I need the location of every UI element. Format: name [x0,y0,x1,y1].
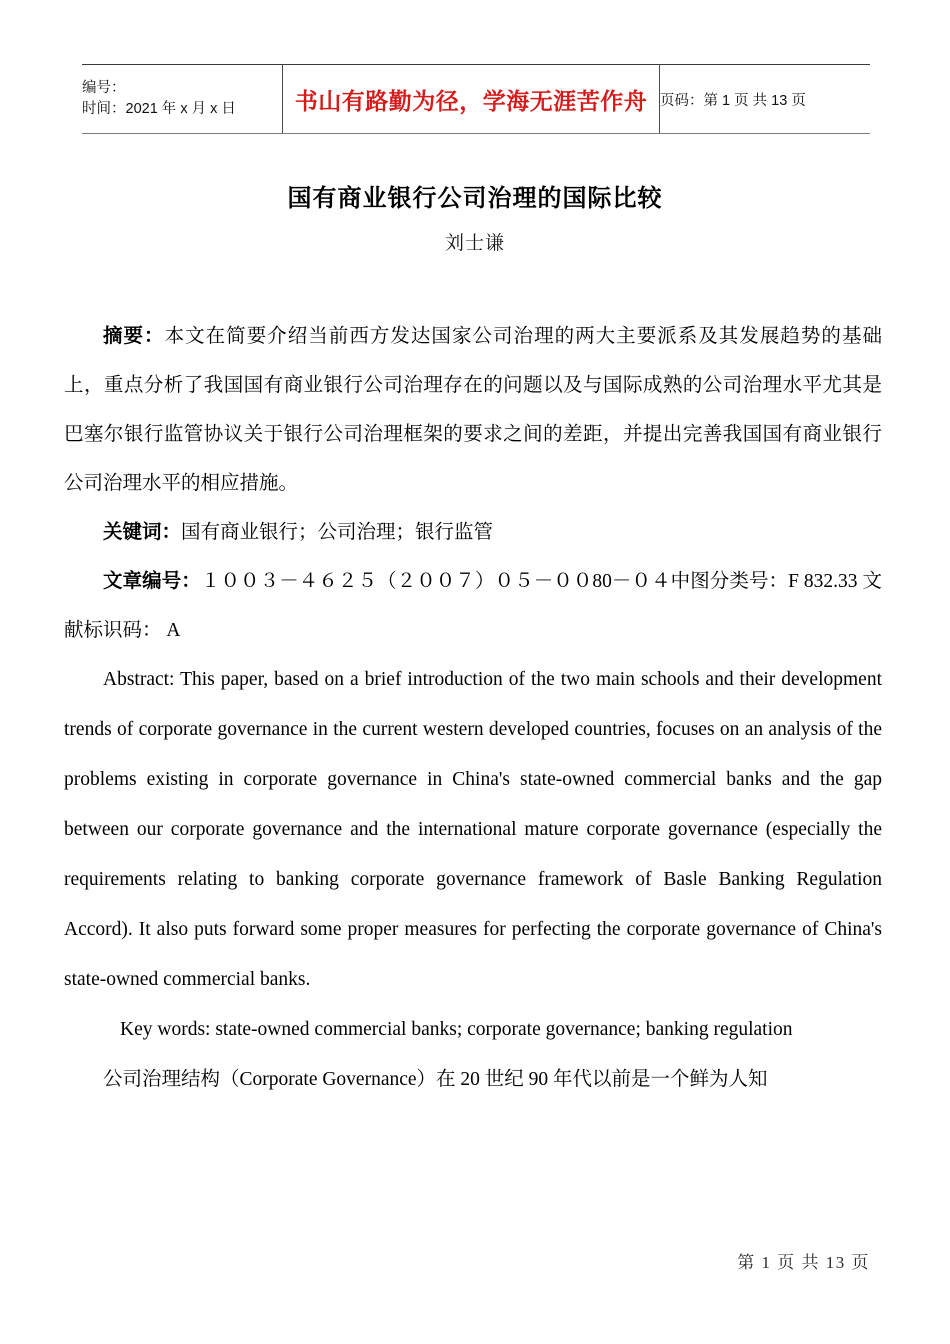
header-time-label: 时间：2021 年 x 月 x 日 [82,101,236,117]
abstract-cn-paragraph [64,312,882,508]
keywords-cn-label: 关键词： [103,521,182,543]
page-title: 国有商业银行公司治理的国际比较 [287,185,663,212]
header-motto-cell: 书山有路勤为径，学海无涯苦作舟 [283,65,660,134]
article-number-paragraph [64,557,882,655]
header-id-label: 编号： [82,79,126,96]
header-meta-cell [82,65,283,134]
header-row [82,65,870,134]
keywords-cn-text: 国有商业银行；公司治理；银行监管 [181,522,494,543]
header-page-indicator: 页码：第 1 页 共 13 页 [660,65,871,134]
page-footer: 第 1 页 共 13 页 [737,1253,870,1272]
article-number-label: 文章编号： [103,570,201,592]
article-number-value: １００３－４６２５（２００７）０５－００80－０４中图分类号：F 832.33 文献标识码： A [64,571,882,641]
abstract-cn-label: 摘要： [103,325,165,347]
document-body [64,312,882,1104]
keywords-cn-paragraph [64,508,882,557]
abstract-cn-text: 本文在简要介绍当前西方发达国家公司治理的两大主要派系及其发展趋势的基础上，重点分析了我国国有商业银行公司治理存在的问题以及与国际成熟的公司治理水平尤其是巴塞尔银行监管协议关于银行公司治理框架的要求之间的差距，并提出完善我国国有商业银行公司治理水平的相应措施。 [64,326,882,494]
page-header-table [82,64,870,134]
keywords-en-paragraph: Key words: state-owned commercial banks; corporate governance; banking regulation [120,1019,793,1040]
body-first-paragraph: 公司治理结构（Corporate Governance）在 20 世纪 90 年代以前是一个鲜为人知 [103,1069,768,1090]
abstract-en-paragraph: Abstract: This paper, based on a brief introduction of the two main schools and their development trends of corporate governance in the current western developed countries, focuses on an analysis of the problems existing in corporate governance in China's state-owned commercial banks and the gap between our corporate governance and the international mature corporate governance (especially the requirements relating to banking corporate governance framework of Basle Banking Regulation Accord). It also puts forward some proper measures for perfecting the corporate governance of China's state-owned commercial banks. [64,669,882,990]
author-name: 刘士谦 [444,233,505,254]
